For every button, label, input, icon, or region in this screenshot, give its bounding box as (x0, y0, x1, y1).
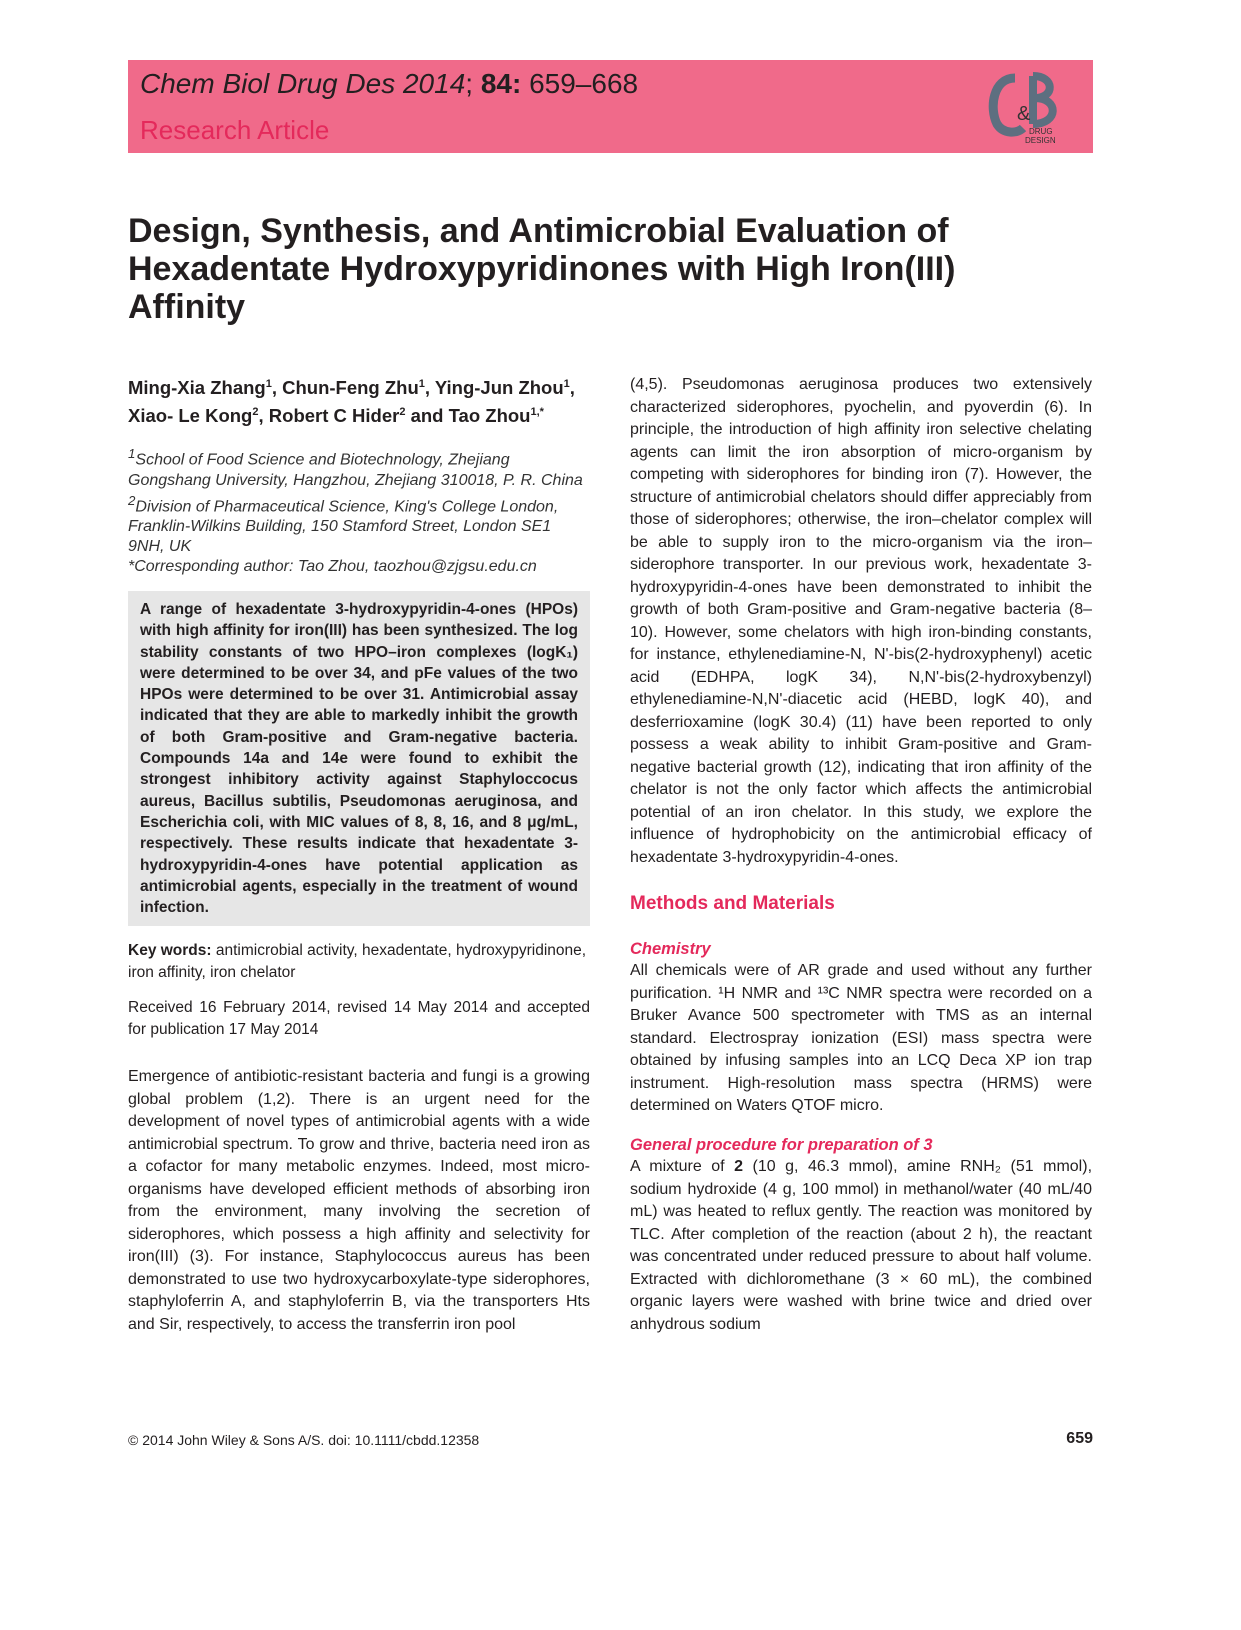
text: A mixture of (630, 1158, 735, 1175)
author-name: Xiao- Le Kong (128, 405, 253, 427)
author-name: Ying-Jun Zhou (434, 377, 564, 399)
left-column (128, 372, 590, 1336)
author-name: Ming-Xia Zhang (128, 377, 266, 399)
keywords (128, 940, 590, 983)
author-affil-sup: 2 (399, 406, 406, 419)
affil-text: School of Food Science and Biotechnology, Zhejiang Gongshang University, Hangzhou, Zhejiang 310018, P. R. China (128, 451, 583, 489)
right-column (630, 374, 1092, 1336)
author-list (128, 372, 590, 428)
author-sep: , (271, 377, 283, 399)
svg-text:DESIGN: DESIGN (1025, 136, 1056, 145)
page-footer (128, 1432, 1093, 1448)
affiliations (128, 444, 590, 577)
author-name: Tao Zhou (448, 405, 531, 427)
copyright-doi: © 2014 John Wiley & Sons A/S. doi: 10.1111/cbdd.12358 (128, 1432, 480, 1448)
general-procedure-paragraph (630, 1156, 1092, 1336)
author-sep: , (569, 377, 575, 399)
affil-sup: 2 (128, 492, 136, 508)
journal-banner (128, 60, 1093, 153)
svg-text:DRUG: DRUG (1029, 127, 1053, 136)
keywords-text: antimicrobial activity, hexadentate, hydroxypyridinone, iron affinity, iron chelator (128, 942, 587, 981)
intro-paragraph: Emergence of antibiotic-resistant bacteria and fungi is a growing global problem (1,2). There is an urgent need for the development of novel types of antimicrobial agents with a wide antimicrobial spectrum. To grow and thrive, bacteria need iron as a cofactor for many metabolic enzymes. Indeed, most micro-organisms have developed efficient methods of absorbing iron from the environment, many involving the secretion of siderophores, which possess a high affinity and selectivity for iron(III) (3). For instance, Staphylococcus aureus has been demonstrated to use two hydroxycarboxylate-type siderophores, staphyloferrin A, and staphyloferrin B, via the transporters Hts and Sir, respectively, to access the transferrin iron pool (128, 1068, 590, 1333)
affil-sup: 1 (128, 446, 136, 462)
author-name: Robert C Hider (268, 405, 400, 427)
journal-citation (140, 68, 638, 100)
text: (10 g, 46.3 mmol), amine RNH₂ (51 mmol), sodium hydroxide (4 g, 100 mmol) in methanol/water (40 mL/40 mL) was heated to reflux gently. The reaction was monitored by TLC. After completion of the reaction (about 2 h), the reactant was concentrated under reduced pressure to about half volume. Extracted with dichloromethane (3 × 60 mL), the combined organic layers were washed with brine twice and dried over anhydrous sodium (630, 1158, 1093, 1333)
affiliation-1 (128, 444, 590, 490)
article-title: Design, Synthesis, and Antimicrobial Evaluation of Hexadentate Hydroxypyridinones with High Iron(III) Affinity (128, 212, 956, 326)
section-heading-methods: Methods and Materials (630, 893, 835, 914)
journal-logo-icon (983, 68, 1063, 146)
author-affil-sup: 1 (563, 378, 570, 390)
compound-ref: 2 (734, 1158, 744, 1175)
intro-continued: (4,5). Pseudomonas aeruginosa produces two extensively characterized siderophores, pyochelin, and pyoverdin (6). In principle, the introduction of high affinity iron selective chelating agents can limit the iron absorption of micro-organism by competing with siderophores for binding iron (7). However, the structure of antimicrobial chelators should differ appreciably from those of siderophores; otherwise, the iron–chelator complex will be able to supply iron to the micro-organism via the iron–siderophore transporter. In our previous work, hexadentate 3-hydroxypyridin-4-ones have been demonstrated to inhibit the growth of both Gram-positive and Gram-negative bacteria (8–10). However, some chelators with high iron-binding constants, for instance, ethylenediamine-N, N'-bis(2-hydroxyphenyl) acetic acid (EDHPA, logK 34), N,N'-bis(2-hydroxybenzyl) ethylenediamine-N,N'-diacetic acid (HEBD, logK 40), and desferrioxamine (logK 30.4) (11) have been reported to only possess a weak ability to inhibit Gram-positive and Gram-negative bacterial growth (12), indicating that iron affinity of the chelator is not the only factor which affects the antimicrobial potential of an iron chelator. In this study, we explore the influence of hydrophobicity on the antimicrobial efficacy of hexadentate 3-hydroxypyridin-4-ones. (630, 376, 1092, 866)
author-sep: and (405, 405, 449, 427)
subsection-chemistry: Chemistry (630, 939, 711, 958)
sep: ; (465, 68, 481, 99)
volume: 84: (480, 68, 522, 99)
author-affil-sup: 2 (252, 406, 259, 419)
subsection-general-procedure: General procedure for preparation of 3 (630, 1135, 933, 1154)
author-name: Chun-Feng Zhu (282, 377, 419, 399)
author-affil-sup: 1,* (530, 406, 544, 419)
journal-name: Chem Biol Drug Des 2014 (140, 68, 466, 99)
abstract: A range of hexadentate 3-hydroxypyridin-4-ones (HPOs) with high affinity for iron(III) has been synthesized. The log stability constants of two HPO–iron complexes (logK₁) were determined to be over 34, and pFe values of the two HPOs were determined to be over 31. Antimicrobial assay indicated that they are able to markedly inhibit the growth of both Gram-positive and Gram-negative bacteria. Compounds 14a and 14e were found to exhibit the strongest inhibitory activity against Staphyloccocus aureus, Bacillus subtilis, Pseudomonas aeruginosa, and Escherichia coli, with MIC values of 8, 8, 16, and 8 μg/mL, respectively. These results indicate that hexadentate 3-hydroxypyridin-4-ones have potential application as antimicrobial agents, especially in the treatment of wound infection. (128, 591, 590, 926)
received-dates: Received 16 February 2014, revised 14 May 2014 and accepted for publication 17 May 2014 (128, 999, 590, 1038)
corresponding-author: *Corresponding author: Tao Zhou, taozhou@zjgsu.edu.cn (128, 557, 537, 575)
pages: 659–668 (521, 68, 639, 99)
author-affil-sup: 1 (418, 378, 425, 390)
author-affil-sup: 1 (265, 378, 272, 390)
affil-text: Division of Pharmaceutical Science, King's College London, Franklin-Wilkins Building, 150 Stamford Street, London SE1 9NH, UK (128, 497, 559, 555)
author-sep: , (424, 377, 435, 399)
article-type: Research Article (140, 115, 330, 145)
svg-text:&: & (1017, 103, 1031, 125)
chemistry-paragraph: All chemicals were of AR grade and used without any further purification. ¹H NMR and ¹³C NMR spectra were recorded on a Bruker Avance 500 spectrometer with TMS as an internal standard. Electrospray ionization (ESI) mass spectra were obtained by infusing samples into an LCQ Deca XP ion trap instrument. High-resolution mass spectra (HRMS) were determined on Waters QTOF micro. (630, 962, 1092, 1114)
affiliation-2 (128, 491, 590, 557)
author-sep: , (258, 405, 269, 427)
page-number: 659 (1066, 1430, 1093, 1447)
keywords-label: Key words: (128, 942, 212, 960)
